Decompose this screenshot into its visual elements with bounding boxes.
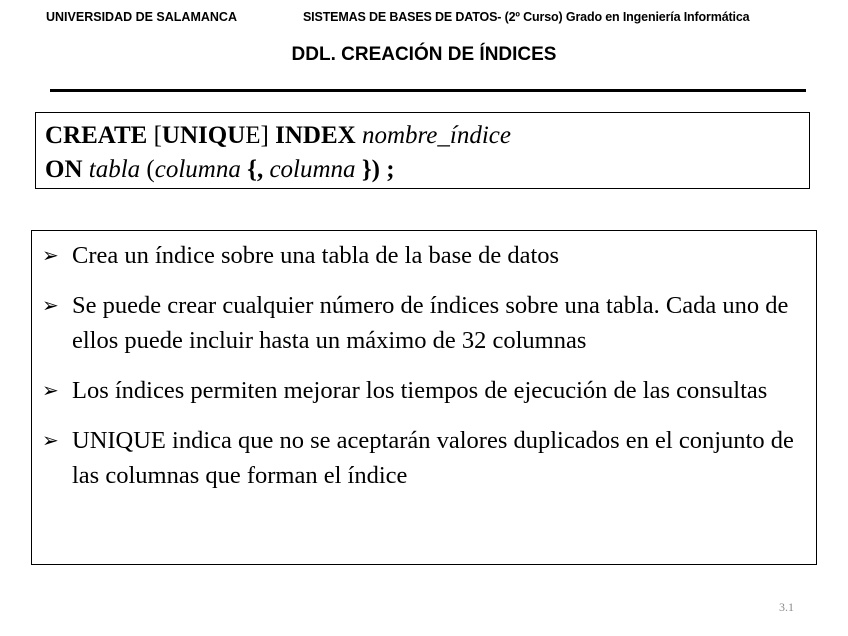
table-param: tabla — [88, 156, 141, 183]
syntax-box — [35, 112, 810, 189]
page-number: 3.1 — [779, 600, 794, 614]
list-item-text: Se puede crear cualquier número de índices sobre una tabla. Cada uno de ellos puede incluir hasta un máximo de 32 columnas — [72, 292, 789, 354]
column-param-repeat: columna — [269, 156, 356, 183]
arrowhead-bullet-icon: ➢ — [42, 293, 59, 317]
repeat-close: }) — [361, 156, 380, 183]
keyword-on: ON — [45, 156, 83, 183]
arrowhead-bullet-icon: ➢ — [42, 428, 59, 452]
list-item-text: UNIQUE indica que no se aceptarán valores duplicados en el conjunto de las columnas que forman el índice — [72, 427, 794, 489]
syntax-line-2 — [45, 153, 809, 187]
header-institution: UNIVERSIDAD DE SALAMANCA — [46, 10, 237, 24]
list-item — [32, 288, 816, 358]
paren-open: ( — [146, 156, 155, 183]
optional-open: [ — [153, 122, 162, 149]
optional-close: E] — [245, 122, 269, 149]
list-item — [32, 238, 816, 273]
bullet-list-box — [31, 230, 817, 565]
index-name-param: nombre_índice — [361, 122, 511, 149]
keyword-create: CREATE — [45, 122, 148, 149]
keyword-unique: UNIQU — [161, 122, 246, 149]
column-param: columna — [154, 156, 241, 183]
list-item-text: Crea un índice sobre una tabla de la base de datos — [72, 242, 560, 269]
arrowhead-bullet-icon: ➢ — [42, 243, 59, 267]
syntax-line-1 — [45, 119, 809, 153]
list-item-text: Los índices permiten mejorar los tiempos de ejecución de las consultas — [72, 377, 768, 404]
list-item — [32, 373, 816, 408]
repeat-open: {, — [247, 156, 264, 183]
header-course: SISTEMAS DE BASES DE DATOS- (2º Curso) Grado en Ingeniería Informática — [303, 10, 750, 24]
arrowhead-bullet-icon: ➢ — [42, 378, 59, 402]
statement-terminator: ; — [386, 156, 395, 183]
list-item — [32, 423, 816, 493]
keyword-index: INDEX — [275, 122, 356, 149]
title-divider — [50, 89, 806, 92]
slide-title: DDL. CREACIÓN DE ÍNDICES — [291, 44, 557, 65]
